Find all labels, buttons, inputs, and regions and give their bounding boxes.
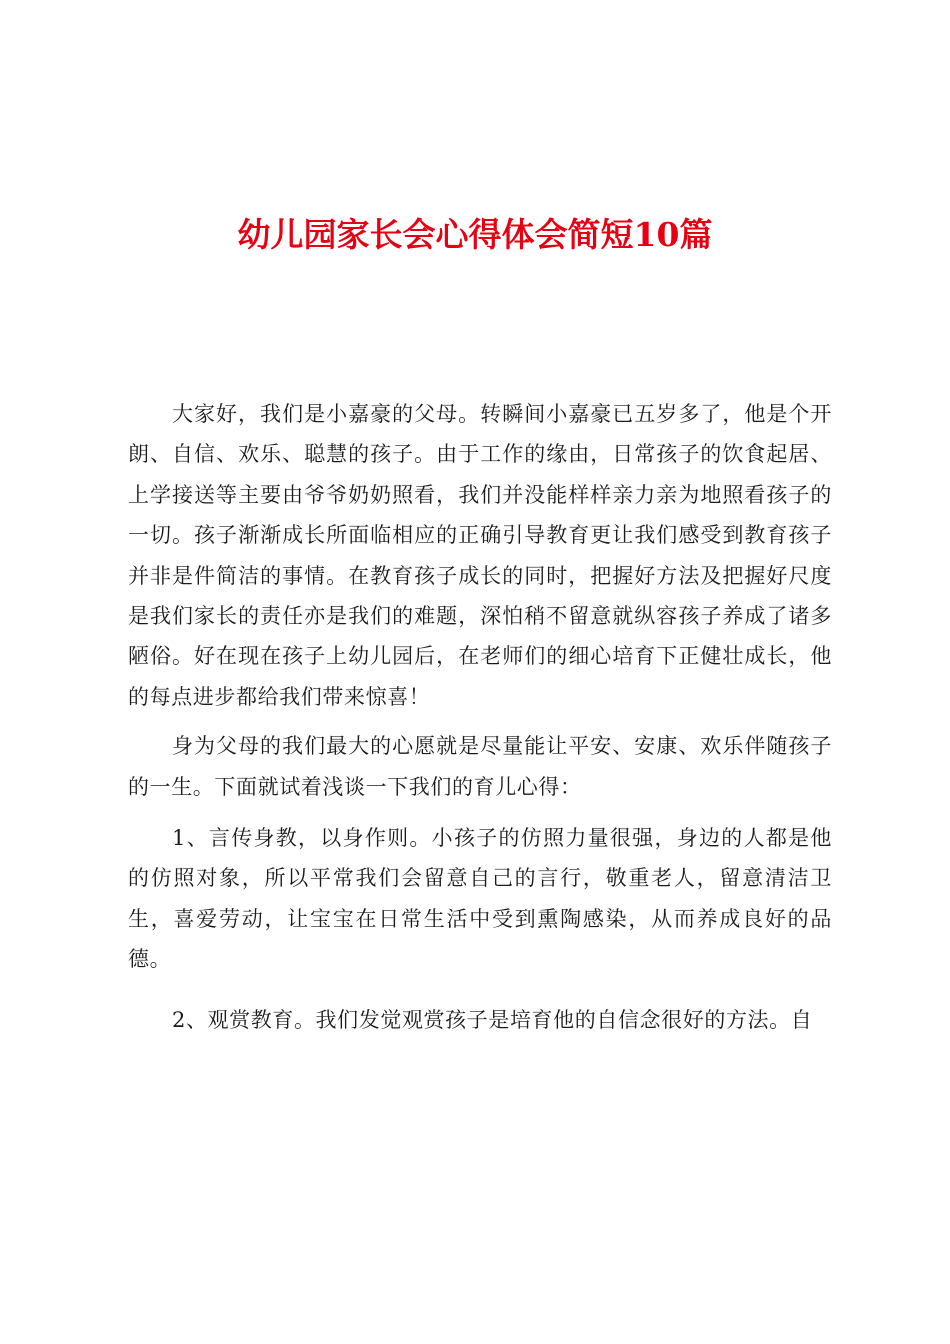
paragraph-wish: 身为父母的我们最大的心愿就是尽量能让平安、安康、欢乐伴随孩子的一生。下面就试着浅谈一下我们的育儿心得： [128,734,832,799]
paragraph-intro: 大家好，我们是小嘉豪的父母。转瞬间小嘉豪已五岁多了，他是个开朗、自信、欢乐、聪慧的孩子。由于工作的缘由，日常孩子的饮食起居、上学接送等主要由爷爷奶奶照看，我们并没能样样亲力亲为地照看孩子的一切。孩子渐渐成长所面临相应的正确引导教育更让我们感受到教育孩子并非是件简洁的事情。在教育孩子成长的同时，把握好方法及把握好尺度是我们家长的责任亦是我们的难题，深怕稍不留意就纵容孩子养成了诸多陋俗。好在现在孩子上幼儿园后，在老师们的细心培育下正健壮成长，他的每点进步都给我们带来惊喜！ [128,402,832,709]
document-body [128,394,832,1040]
document-title: 幼儿园家长会心得体会简短10篇 [237,215,713,254]
paragraph-point-1: 1、言传身教，以身作则。小孩子的仿照力量很强，身边的人都是他的仿照对象，所以平常我们会留意自己的言行，敬重老人，留意清洁卫生，喜爱劳动，让宝宝在日常生活中受到熏陶感染，从而养成良好的品德。 [128,826,832,972]
paragraph-point-2: 2、观赏教育。我们发觉观赏孩子是培育他的自信念很好的方法。自 [172,1007,813,1032]
